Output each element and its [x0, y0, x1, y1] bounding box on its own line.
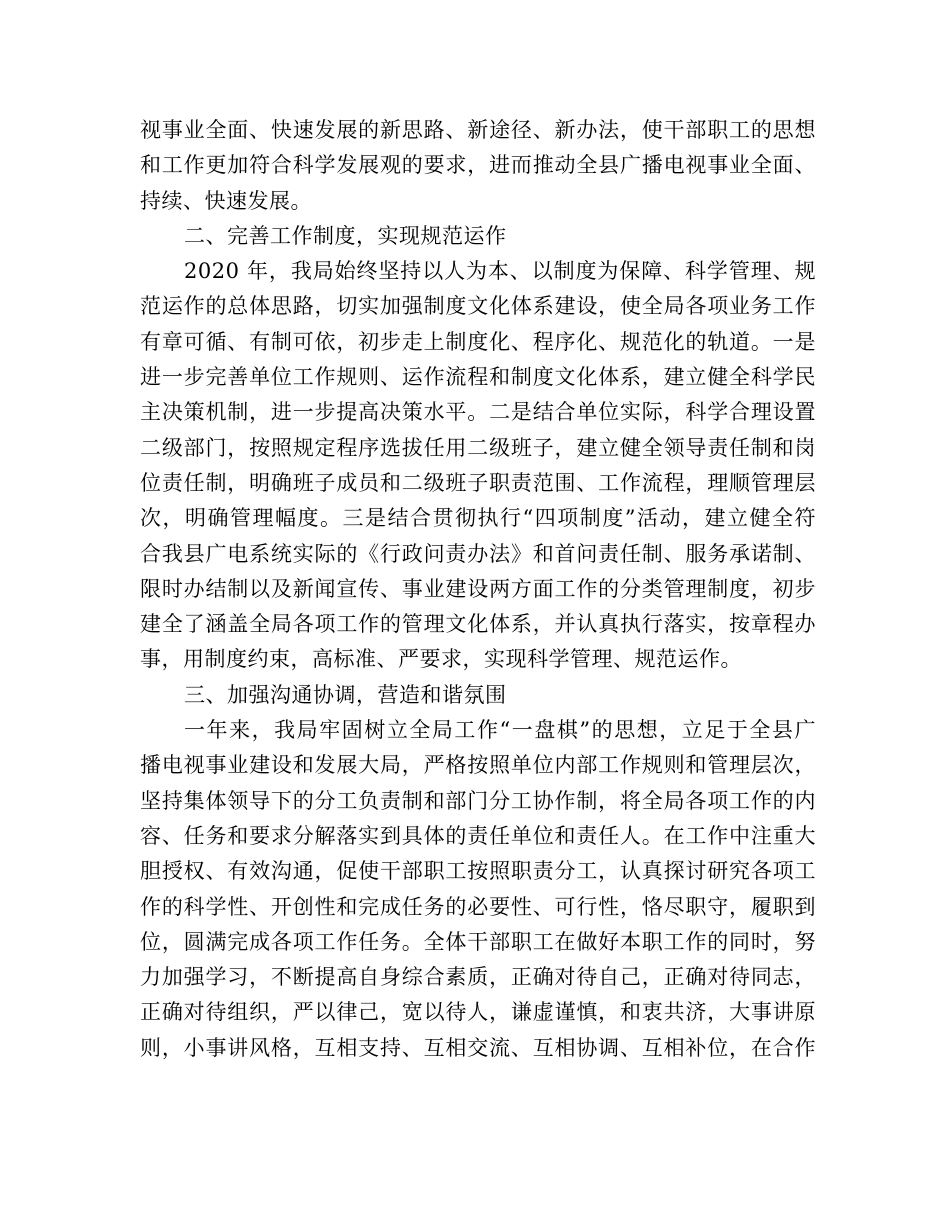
text-line: 建全了涵盖全局各项工作的管理文化体系，并认真执行落实，按章程办	[140, 612, 816, 637]
text-line: 位，圆满完成各项工作任务。全体干部职工在做好本职工作的同时，努	[140, 929, 816, 954]
text-line: 进一步完善单位工作规则、运作流程和制度文化体系，建立健全科学民	[140, 365, 816, 390]
text-line: 则，小事讲风格，互相支持、互相交流、互相协调、互相补位，在合作	[140, 1035, 816, 1060]
text-line: 正确对待组织，严以律己，宽以待人，谦虚谨慎，和衷共济，大事讲原	[140, 1000, 816, 1025]
text-line: 持续、快速发展。	[140, 188, 312, 213]
paragraph-first-line: 2020 年，我局始终坚持以人为本、以制度为保障、科学管理、规	[184, 259, 816, 284]
text-line: 次，明确管理幅度。三是结合贯彻执行“四项制度”活动，建立健全符	[140, 506, 816, 531]
text-line: 播电视事业建设和发展大局，严格按照单位内部工作规则和管理层次，	[140, 753, 816, 778]
text-line: 事，用制度约束，高标准、严要求，实现科学管理、规范运作。	[140, 647, 742, 672]
paragraph-first-line: 一年来，我局牢固树立全局工作“一盘棋”的思想，立足于全县广	[184, 718, 816, 743]
text-line: 有章可循、有制可依，初步走上制度化、程序化、规范化的轨道。一是	[140, 329, 816, 354]
text-line: 视事业全面、快速发展的新思路、新途径、新办法，使干部职工的思想	[140, 118, 816, 142]
text-line: 容、任务和要求分解落实到具体的责任单位和责任人。在工作中注重大	[140, 823, 816, 848]
section-heading: 二、完善工作制度，实现规范运作	[184, 223, 507, 248]
text-line: 胆授权、有效沟通，促使干部职工按照职责分工，认真探讨研究各项工	[140, 859, 816, 884]
text-line: 范运作的总体思路，切实加强制度文化体系建设，使全局各项业务工作	[140, 294, 816, 319]
section-heading: 三、加强沟通协调，营造和谐氛围	[184, 682, 507, 707]
text-line: 作的科学性、开创性和完成任务的必要性、可行性，恪尽职守，履职到	[140, 894, 816, 919]
document-body	[140, 113, 816, 1066]
text-line: 位责任制，明确班子成员和二级班子职责范围、工作流程，理顺管理层	[140, 470, 816, 495]
text-line: 主决策机制，进一步提高决策水平。二是结合单位实际，科学合理设置	[140, 400, 816, 425]
text-line: 限时办结制以及新闻宣传、事业建设两方面工作的分类管理制度，初步	[140, 576, 816, 601]
text-line: 二级部门，按照规定程序选拔任用二级班子，建立健全领导责任制和岗	[140, 435, 816, 460]
text-line: 坚持集体领导下的分工负责制和部门分工协作制，将全局各项工作的内	[140, 788, 816, 813]
text-line: 力加强学习，不断提高自身综合素质，正确对待自己，正确对待同志，	[140, 965, 816, 990]
text-line: 和工作更加符合科学发展观的要求，进而推动全县广播电视事业全面、	[140, 153, 816, 178]
text-line: 合我县广电系统实际的《行政问责办法》和首问责任制、服务承诺制、	[140, 541, 816, 566]
